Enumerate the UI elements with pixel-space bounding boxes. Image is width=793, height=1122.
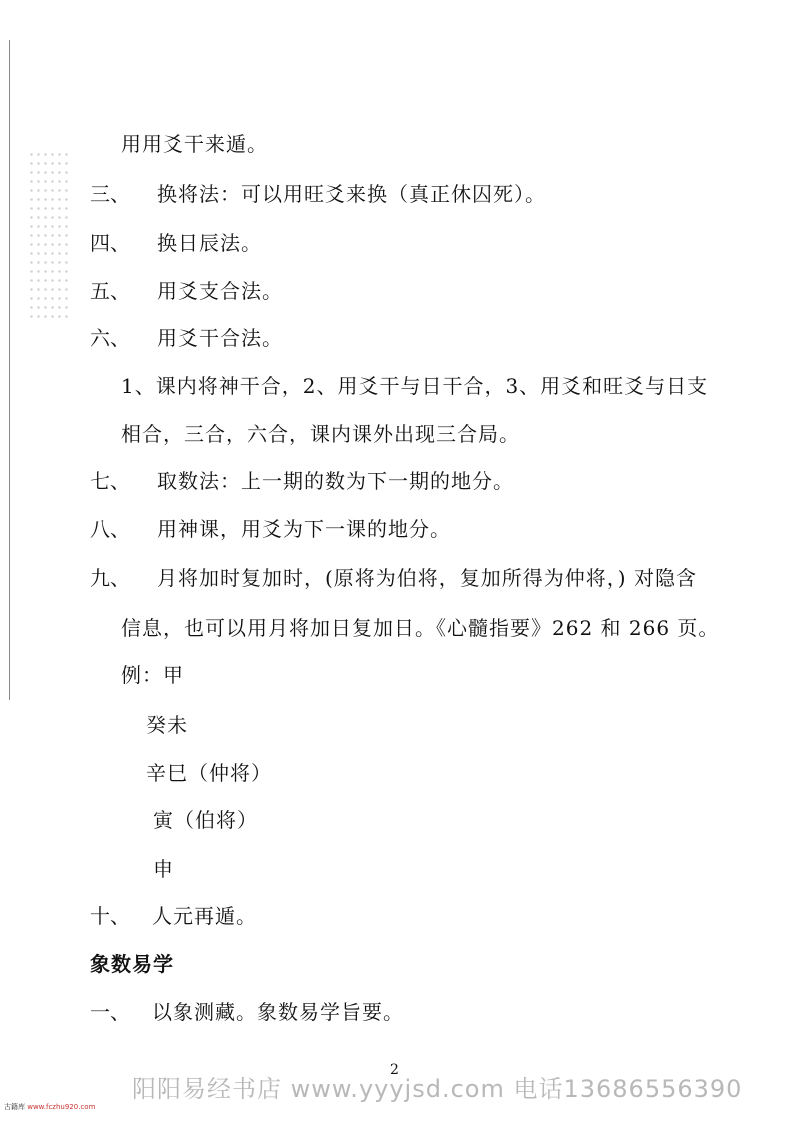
scan-speckles xyxy=(28,150,68,320)
text-line: 用神课，用爻为下一课的地分。 xyxy=(157,517,451,541)
page-number: 2 xyxy=(390,1062,399,1078)
text-line: 以象测藏。象数易学旨要。 xyxy=(152,1000,404,1024)
text-line: 用爻干合法。 xyxy=(157,326,283,350)
item-number: 八、 xyxy=(90,517,130,541)
corner-logo-name: 古籍库 xyxy=(4,1103,25,1111)
item-number: 四、 xyxy=(90,231,130,255)
item-number: 七、 xyxy=(90,469,130,493)
item-number: 三、 xyxy=(90,182,130,206)
text-line: 相合，三合，六合，课内课外出现三合局。 xyxy=(121,422,520,446)
item-number: 一、 xyxy=(90,1000,130,1024)
corner-logo-url: www.fczhu920.com xyxy=(27,1103,96,1111)
text-line: 信息，也可以用月将加日复加日。《心髓指要》262 和 266 页。 xyxy=(121,616,720,640)
text-line: 用爻支合法。 xyxy=(157,279,283,303)
text-line: 人元再遁。 xyxy=(152,904,257,928)
item-number: 十、 xyxy=(90,904,130,928)
example-label: 例：甲 xyxy=(121,663,184,687)
item-number: 六、 xyxy=(90,326,130,350)
text-line: 寅（伯将） xyxy=(153,808,258,832)
text-line: 1、课内将神干合，2、用爻干与日干合，3、用爻和旺爻与日支 xyxy=(121,374,709,398)
text-line: 换将法：可以用旺爻来换（真正休囚死）。 xyxy=(157,182,546,206)
section-heading: 象数易学 xyxy=(90,952,174,976)
text-line: 用用爻干来遁。 xyxy=(121,132,268,156)
item-number: 九、 xyxy=(90,566,130,590)
text-line: 取数法：上一期的数为下一期的地分。 xyxy=(157,469,514,493)
text-line: 癸未 xyxy=(146,713,188,737)
item-number: 五、 xyxy=(90,279,130,303)
text-line: 辛巳（仲将） xyxy=(146,761,272,785)
text-line: 申 xyxy=(153,857,174,881)
corner-logo xyxy=(4,1102,95,1112)
scan-edge-line xyxy=(9,40,10,700)
text-line: 换日辰法。 xyxy=(157,231,262,255)
text-line: 月将加时复加时，(原将为伯将，复加所得为仲将，) 对隐含 xyxy=(157,566,697,590)
watermark: 阳阳易经书店 www.yyyjsd.com 电话13686556390 xyxy=(132,1075,743,1103)
